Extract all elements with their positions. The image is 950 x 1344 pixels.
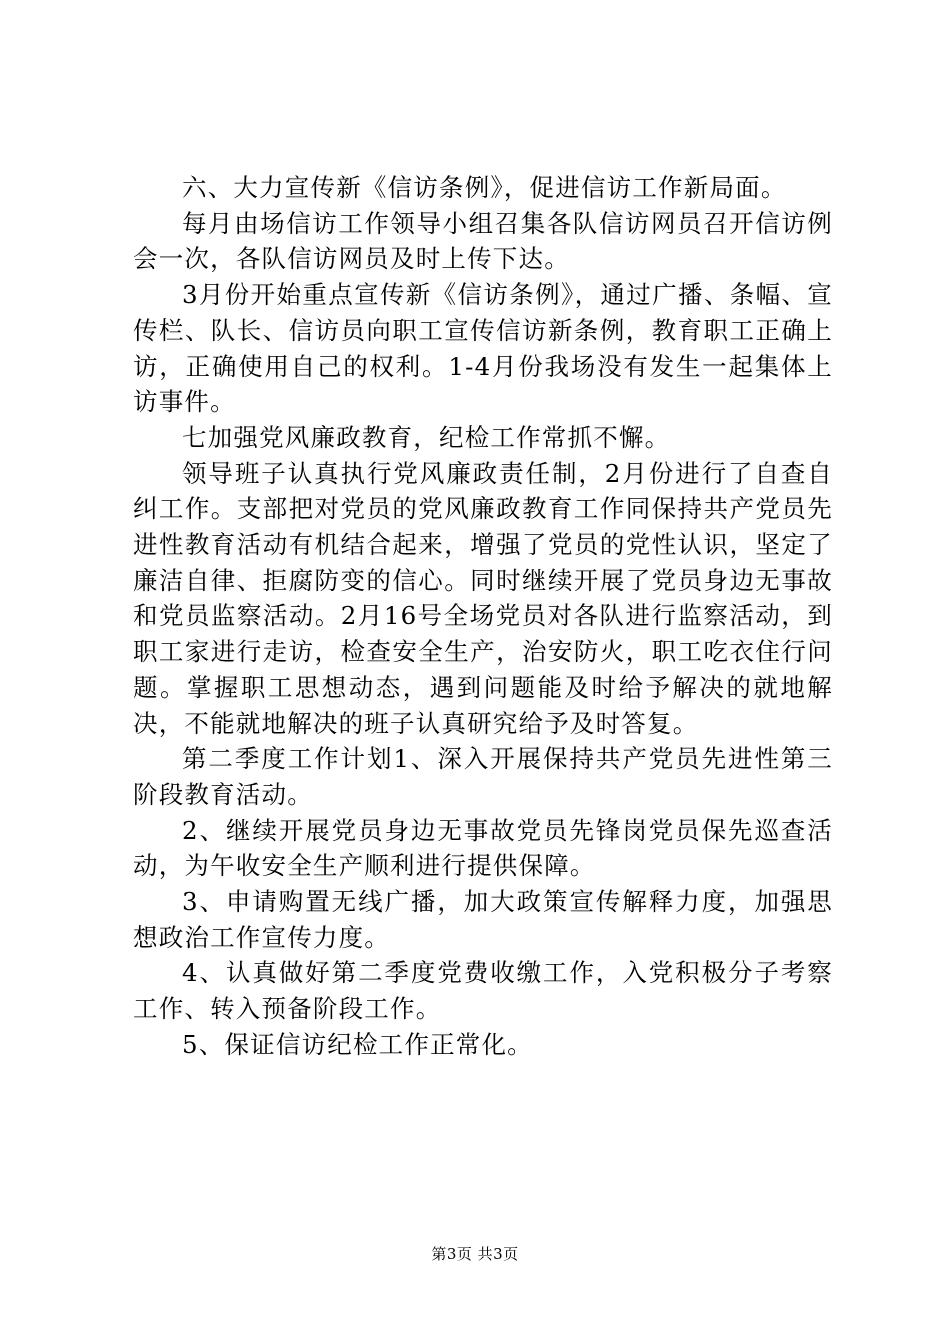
paragraph-integrity-heading: 七加强党风廉政教育，纪检工作常抓不懈。	[182, 422, 671, 452]
page-number-label: 第3页 共3页	[431, 1245, 519, 1263]
paragraph-plan-item-4: 4、认真做好第二季度党费收缴工作，入党积极分子考察工作、转入预备阶段工作。	[133, 958, 833, 1024]
paragraph-monthly-meeting: 每月由场信访工作领导小组召集各队信访网员召开信访例会一次，各队信访网员及时上传下达。	[133, 208, 833, 274]
paragraph-petition-heading: 六、大力宣传新《信访条例》，促进信访工作新局面。	[182, 173, 787, 202]
paragraph-petition-publicity: 3月份开始重点宣传新《信访条例》，通过广播、条幅、宣传栏、队长、信访员向职工宣传信访新条例，教育职工正确上访，正确使用自己的权利。1-4月份我场没有发生一起集体上访事件。	[133, 280, 833, 417]
page-footer	[0, 1243, 950, 1264]
paragraph-plan-item-3: 3、申请购置无线广播，加大政策宣传解释力度，加强思想政治工作宣传力度。	[133, 887, 833, 952]
paragraph-plan-item-2: 2、继续开展党员身边无事故党员先锋岗党员保先巡查活动，为午收安全生产顺利进行提供保障。	[133, 815, 833, 881]
paragraph-plan-item-1: 第二季度工作计划1、深入开展保持共产党员先进性第三阶段教育活动。	[133, 744, 833, 809]
paragraph-integrity-details: 领导班子认真执行党风廉政责任制，2月份进行了自查自纠工作。支部把对党员的党风廉政教育工作同保持共产党员先进性教育活动有机结合起来，增强了党员的党性认识，坚定了廉洁自律、拒腐防变的信心。同时继续开展了党员身边无事故和党员监察活动。2月16号全场党员对各队进行监察活动，到职工家进行走访，检查安全生产，治安防火，职工吃衣住行问题。掌握职工思想动态，遇到问题能及时给予解决的就地解决，不能就地解决的班子认真研究给予及时答复。	[133, 458, 833, 738]
document-body	[133, 170, 833, 1063]
paragraph-plan-item-5: 5、保证信访纪检工作正常化。	[182, 1029, 533, 1059]
